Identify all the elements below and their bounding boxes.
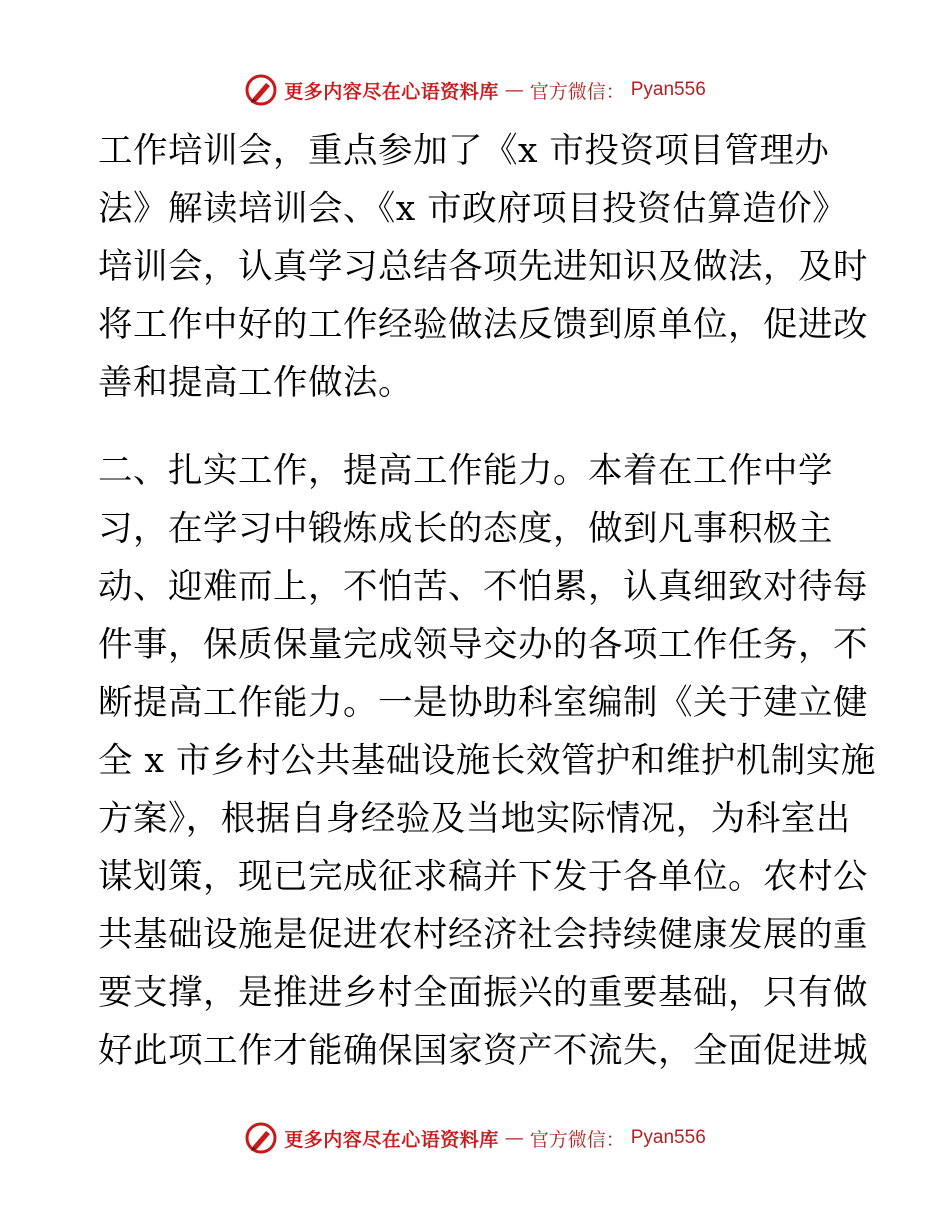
text-line: 培训会，认真学习总结各项先进知识及做法，及时: [98, 247, 868, 287]
banner-wechat-label: 官方微信：: [529, 1128, 625, 1151]
text-line: 谋划策，现已完成征求稿并下发于各单位。农村公: [98, 857, 868, 897]
footer-banner: [0, 1118, 950, 1158]
text-line: 工作培训会，重点参加了《x 市投资项目管理办: [98, 131, 830, 171]
text-line: 习，在学习中锻炼成长的态度，做到凡事积极主: [98, 509, 833, 549]
text-line: 件事，保质保量完成领导交办的各项工作任务，不: [98, 625, 868, 665]
text-line: 好此项工作才能确保国家资产不流失，全面促进城: [98, 1031, 868, 1071]
header-banner: [0, 70, 950, 110]
banner-wechat-id: Pyan556: [630, 79, 706, 100]
text-line: 断提高工作能力。一是协助科室编制《关于建立健: [98, 683, 868, 723]
text-line: 方案》，根据自身经验及当地实际情况，为科室出: [98, 799, 851, 839]
paragraph-1: [98, 122, 868, 412]
document-body: [98, 122, 876, 1080]
banner-wechat-id: Pyan556: [630, 1127, 706, 1148]
banner-separator: —: [504, 1127, 524, 1149]
text-line: 将工作中好的工作经验做法反馈到原单位，促进改: [98, 305, 868, 345]
text-line: 法》解读培训会、《x 市政府项目投资估算造价》: [98, 189, 848, 229]
banner-separator: —: [504, 79, 524, 101]
paragraph-2: [98, 442, 876, 1080]
text-line: 动、迎难而上，不怕苦、不怕累，认真细致对待每: [98, 567, 868, 607]
banner-wechat-label: 官方微信：: [529, 80, 625, 103]
paragraph-gap: [98, 412, 850, 442]
pen-logo-icon: [244, 1121, 278, 1155]
text-line: 共基础设施是促进农村经济社会持续健康发展的重: [98, 915, 868, 955]
banner-title: 更多内容尽在心语资料库: [284, 1128, 499, 1151]
text-line: 二、扎实工作，提高工作能力。本着在工作中学: [98, 451, 833, 491]
text-line: 要支撑，是推进乡村全面振兴的重要基础，只有做: [98, 973, 868, 1013]
text-line: 善和提高工作做法。: [98, 363, 413, 403]
banner-title: 更多内容尽在心语资料库: [284, 80, 499, 103]
pen-logo-icon: [244, 73, 278, 107]
text-line: 全 x 市乡村公共基础设施长效管护和维护机制实施: [98, 741, 876, 781]
